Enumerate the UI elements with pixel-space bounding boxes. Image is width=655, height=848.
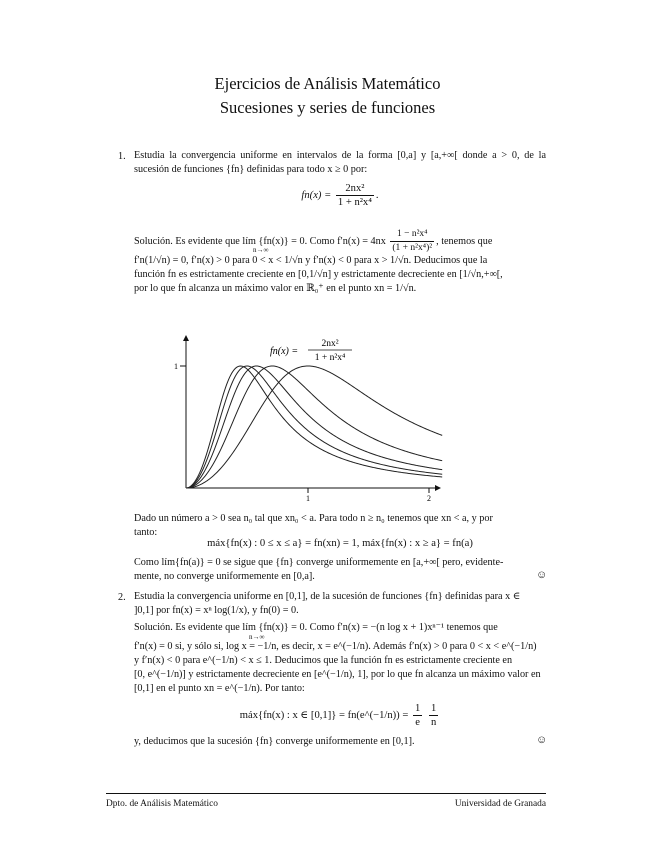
solution-2-line4: [0, e^(−1/n)] y estrictamente decreciente en [e^(−1/n), 1], por lo que fn alcanza un máximo valor en <box>134 669 541 680</box>
solution-1-text-a: Solución. Es evidente que lím {fn(x)} = 0. Como f′n(x) = 4nx <box>134 235 386 247</box>
solution-2-line1: Solución. Es evidente que lím {fn(x)} = 0. Como f′n(x) = −(n log x + 1)xⁿ⁻¹ tenemos que <box>134 622 498 633</box>
x-tick-label-2: 2 <box>427 494 431 503</box>
y-tick-label: 1 <box>174 362 178 371</box>
plot-label-lhs: fn(x) = <box>270 346 299 357</box>
x-tick-label-1: 1 <box>306 494 310 503</box>
plot-label-numerator: 2nx² <box>321 339 339 349</box>
curve-n-2 <box>186 366 442 488</box>
solution-2-line2: f′n(x) = 0 si, y sólo si, log x = −1/n, es decir, x = e^(−1/n). Además f′n(x) > 0 para 0 < x < e^(−1/n) <box>134 641 537 652</box>
solution-1-frac-den: (1 + n²x⁴)² <box>392 243 433 253</box>
exercise-1-max-equation: máx{fn(x) : 0 ≤ x ≤ a} = fn(xn) = 1, máx{fn(x) : x ≥ a} = fn(a) <box>207 538 473 549</box>
footer-left: Dpto. de Análisis Matemático <box>106 799 218 809</box>
definition-lhs: fn(x) = <box>301 189 332 201</box>
max-fraction-2 <box>429 702 438 729</box>
curve-n-1 <box>186 366 442 488</box>
solution-1-line3: función fn es estrictamente creciente en [0,1/√n] y estrictamente decreciente en [1/√n,+∞[, <box>134 269 503 280</box>
solution-1-limit-subscript: n→∞ <box>253 246 269 254</box>
solution-2-limit-subscript: n→∞ <box>249 633 265 641</box>
function-plot <box>170 328 460 508</box>
max-fraction-1 <box>413 702 422 729</box>
exercise-1-after-line2: tanto: <box>134 527 158 538</box>
max-fraction-1-den: e <box>413 715 422 729</box>
exercise-2-statement-line2: ]0,1] por fn(x) = xⁿ log(1/x), y fn(0) = 0. <box>134 605 299 616</box>
exercise-1-statement: Estudia la convergencia uniforme en intervalos de la forma [0,a] y [a,+∞[ donde a > 0, de la sucesión de funciones {fn} definidas para todo x ≥ 0 por: <box>134 150 546 175</box>
solution-1-line2: f′n(1/√n) = 0, f′n(x) > 0 para 0 < x < 1/√n y f′n(x) < 0 para x > 1/√n. Deducimos que la <box>134 255 488 266</box>
solution-1-fraction <box>390 228 434 255</box>
max-fraction-2-den: n <box>430 717 437 728</box>
exercise-1-conclusion-line2: mente, no converge uniformemente en [0,a]. <box>134 571 315 582</box>
curve-n-4 <box>186 366 442 488</box>
solution-1-line1 <box>134 228 546 255</box>
page-title: Ejercicios de Análisis Matemático <box>214 74 441 93</box>
exercise-2-statement-line1: Estudia la convergencia uniforme en [0,1], de la sucesión de funciones {fn} definidas para x ∈ <box>134 591 521 602</box>
solution-2-line3: y f′n(x) < 0 para e^(−1/n) < x ≤ 1. Deducimos que la función fn es estrictamente creciente en <box>134 655 513 666</box>
max-equation-lhs: máx{fn(x) : x ∈ [0,1]} = fn(e^(−1/n)) = <box>239 709 409 721</box>
solution-1-line4: por lo que fn alcanza un máximo valor en ℝ₀⁺ en el punto xn = 1/√n. <box>134 283 417 294</box>
page-subtitle: Sucesiones y series de funciones <box>219 98 436 117</box>
solution-2-line5: [0,1] en el punto xn = e^(−1/n). Por tanto: <box>134 683 305 694</box>
curve-n-3 <box>186 366 442 488</box>
exercise-2-conclusion: y, deducimos que la sucesión {fn} converge uniformemente en [0,1]. <box>134 736 415 747</box>
definition-denominator: 1 + n²x⁴ <box>337 197 372 208</box>
max-fraction-2-num: 1 <box>430 703 437 714</box>
plot-label-denominator: 1 + n²x⁴ <box>314 353 346 363</box>
solution-1-frac-num: 1 − n²x⁴ <box>396 229 428 239</box>
curve-n-5 <box>186 366 442 488</box>
definition-numerator: 2nx² <box>345 183 365 194</box>
footer-rule <box>106 793 546 794</box>
exercise-2-number: 2. <box>118 592 126 603</box>
solution-1-text-b: , tenemos que <box>436 235 493 247</box>
exercise-1-conclusion-line1: Como lím{fn(a)} = 0 se sigue que {fn} converge uniformemente en [a,+∞[ pero, evidente- <box>134 557 504 568</box>
definition-fraction <box>336 182 374 209</box>
max-fraction-1-num: 1 <box>414 703 421 714</box>
curve-group <box>186 366 442 488</box>
exercise-1-after-line1: Dado un número a > 0 sea n₀ tal que xn₀ < a. Para todo n ≥ n₀ tenemos que xn < a, y por <box>134 513 493 524</box>
exercise-1-definition <box>134 182 546 209</box>
end-of-proof-icon-2: ☺ <box>536 734 548 746</box>
end-of-proof-icon: ☺ <box>536 569 548 581</box>
exercise-1-number: 1. <box>118 151 126 162</box>
definition-period: . <box>375 189 379 201</box>
footer-right: Universidad de Granada <box>454 799 546 809</box>
exercise-2-max-equation <box>134 702 546 729</box>
